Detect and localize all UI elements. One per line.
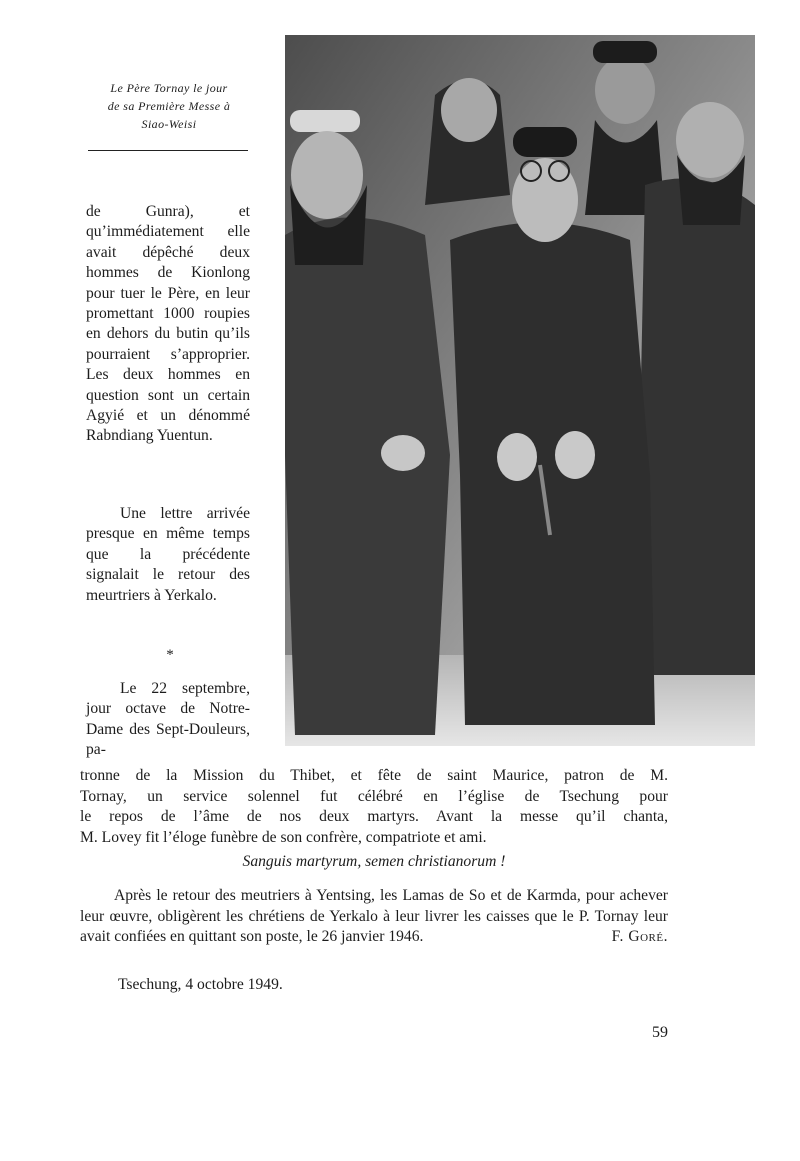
column-paragraph-3: Le 22 septembre, jour octave de Notre-Dame des Sept-Douleurs, pa- bbox=[86, 680, 250, 759]
author-signature: F. Goré. bbox=[611, 928, 668, 946]
back-figure-left-face bbox=[441, 78, 497, 142]
caption-line: Siao-Weisi bbox=[141, 117, 197, 131]
left-figure-hand bbox=[381, 435, 425, 471]
back-figure-right-face bbox=[595, 56, 655, 124]
column-paragraph-2: Une lettre arrivée presque en même temps que la précédente signalait le retour des meurtriers à Yerkalo. bbox=[86, 505, 250, 604]
caption-line: de sa Première Messe à bbox=[107, 99, 231, 113]
left-figure-cap bbox=[290, 110, 360, 132]
caption-divider bbox=[88, 150, 248, 151]
paragraph-text: Après le retour des meutriers à Yentsing, les Lamas de So et de Karmda, pour achever leur œuvre, obligèrent les chrétiens de Yerkalo à leur livrer les caisses que le P. Tornay leur avait confiées en quittant son poste, le 26 janvier 1946. bbox=[80, 887, 668, 946]
right-figure-face bbox=[676, 102, 744, 178]
column-paragraph-1: de Gunra), et qu’immédiatement elle avait dépêché deux hommes de Kionlong pour tuer le Père, en leur promettant 1000 roupies en dehors du butin qu’ils pourraient s’approprier. Les deux hommes en question sont un certain Agyié et un dénommé Rabndiang Yuentun. bbox=[86, 203, 250, 445]
full-width-paragraph-3 bbox=[80, 766, 668, 848]
right-figure bbox=[635, 178, 755, 675]
group-photograph bbox=[285, 35, 755, 746]
text-line: tronne de la Mission du Thibet, et fête de saint Maurice, patron de M. bbox=[80, 767, 668, 784]
center-figure-hand bbox=[497, 433, 537, 481]
center-figure-hand bbox=[555, 431, 595, 479]
left-figure-face bbox=[291, 131, 363, 219]
latin-motto: Sanguis martyrum, semen christianorum ! bbox=[242, 853, 506, 870]
text-line: M. Lovey fit l’éloge funèbre de son confrère, compatriote et ami. bbox=[80, 828, 487, 846]
text-line: le repos de l’âme de nos deux martyrs. Avant la messe qu’il chanta, bbox=[80, 808, 668, 826]
left-figure bbox=[285, 218, 450, 736]
photo-caption bbox=[80, 79, 258, 133]
full-width-paragraph-4 bbox=[80, 886, 668, 948]
center-figure-cap bbox=[513, 127, 577, 157]
photo-illustration bbox=[285, 35, 755, 746]
page-number: 59 bbox=[652, 1024, 668, 1041]
caption-line: Le Père Tornay le jour bbox=[110, 81, 228, 95]
text-line: Tornay, un service solennel fut célébré en l’église de Tsechung pour bbox=[80, 787, 668, 805]
dateline: Tsechung, 4 octobre 1949. bbox=[118, 976, 283, 993]
back-figure-cap bbox=[593, 41, 657, 63]
center-figure bbox=[450, 223, 655, 726]
section-separator: * bbox=[166, 647, 174, 663]
